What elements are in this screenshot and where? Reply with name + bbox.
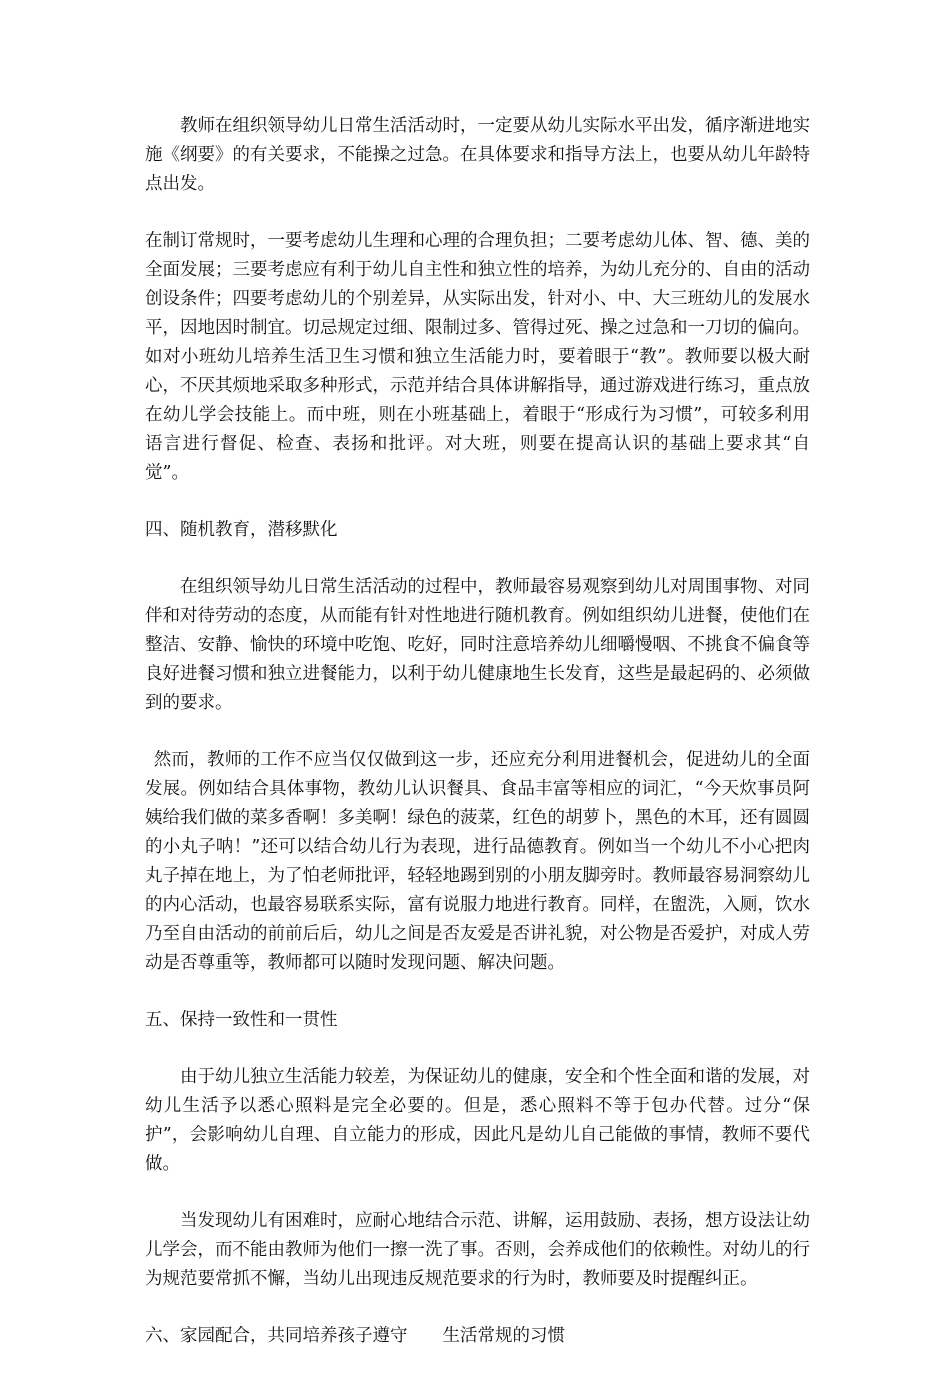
paragraph-intro: 教师在组织领导幼儿日常生活活动时，一定要从幼儿实际水平出发，循序渐进地实施《纲要》的有关要求，不能操之过急。在具体要求和指导方法上，也要从幼儿年龄特点出发。 bbox=[145, 116, 810, 194]
paragraph-care: 由于幼儿独立生活能力较差，为保证幼儿的健康，安全和个性全面和谐的发展，对幼儿生活予以悉心照料是完全必要的。但是，悉心照料不等于包办代替。过分“保护”，会影响幼儿自理、自立能力的形成，因此凡是幼儿自己能做的事情，教师不要代做。 bbox=[145, 1067, 810, 1174]
section-heading-6: 六、家园配合，共同培养孩子遵守 生活常规的习惯 bbox=[145, 1326, 565, 1346]
paragraph-routine-rules: 在制订常规时，一要考虑幼儿生理和心理的合理负担；二要考虑幼儿体、智、德、美的全面发展；三要考虑应有利于幼儿自主性和独立性的培养，为幼儿充分的、自由的活动创设条件；四要考虑幼儿的个别差异，从实际出发，针对小、中、大三班幼儿的发展水平，因地因时制宜。切忌规定过细、限制过多、管得过死、操之过急和一刀切的偏向。如对小班幼儿培养生活卫生习惯和独立生活能力时，要着眼于“教”。教师要以极大耐心，不厌其烦地采取多种形式，示范并结合具体讲解指导，通过游戏进行练习，重点放在幼儿学会技能上。而中班，则在小班基础上，着眼于“形成行为习惯”，可较多利用语言进行督促、检查、表扬和批评。对大班，则要在提高认识的基础上要求其“自觉”。 bbox=[145, 231, 810, 483]
section-heading-5: 五、保持一致性和一贯性 bbox=[145, 1010, 338, 1030]
document-page bbox=[145, 112, 810, 1379]
paragraph-meal-example: 然而，教师的工作不应当仅仅做到这一步，还应充分利用进餐机会，促进幼儿的全面发展。例如结合具体事物，教幼儿认识餐具、食品丰富等相应的词汇，“今天炊事员阿姨给我们做的菜多香啊！多美啊！绿色的菠菜，红色的胡萝卜，黑色的木耳，还有圆圆的小丸子呐！”还可以结合幼儿行为表现，进行品德教育。例如当一个幼儿不小心把肉丸子掉在地上，为了怕老师批评，轻轻地踢到别的小朋友脚旁时。教师最容易洞察幼儿的内心活动，也最容易联系实际，富有说服力地进行教育。同样，在盥洗，入厕，饮水乃至自由活动的前前后后，幼儿之间是否友爱是否讲礼貌，对公物是否爱护，对成人劳动是否尊重等，教师都可以随时发现问题、解决问题。 bbox=[145, 750, 810, 973]
paragraph-random-education: 在组织领导幼儿日常生活活动的过程中，教师最容易观察到幼儿对周围事物、对同伴和对待劳动的态度，从而能有针对性地进行随机教育。例如组织幼儿进餐，使他们在整洁、安静、愉快的环境中吃饱、吃好，同时注意培养幼儿细嚼慢咽、不挑食不偏食等良好进餐习惯和独立进餐能力，以利于幼儿健康地生长发育，这些是最起码的、必须做到的要求。 bbox=[145, 577, 810, 713]
section-heading-4: 四、随机教育，潜移默化 bbox=[145, 520, 338, 540]
paragraph-difficulty: 当发现幼儿有困难时，应耐心地结合示范、讲解，运用鼓励、表扬，想方设法让幼儿学会，而不能由教师为他们一擦一洗了事。否则，会养成他们的依赖性。对幼儿的行为规范要常抓不懈，当幼儿出现违反规范要求的行为时，教师要及时提醒纠正。 bbox=[145, 1211, 810, 1289]
